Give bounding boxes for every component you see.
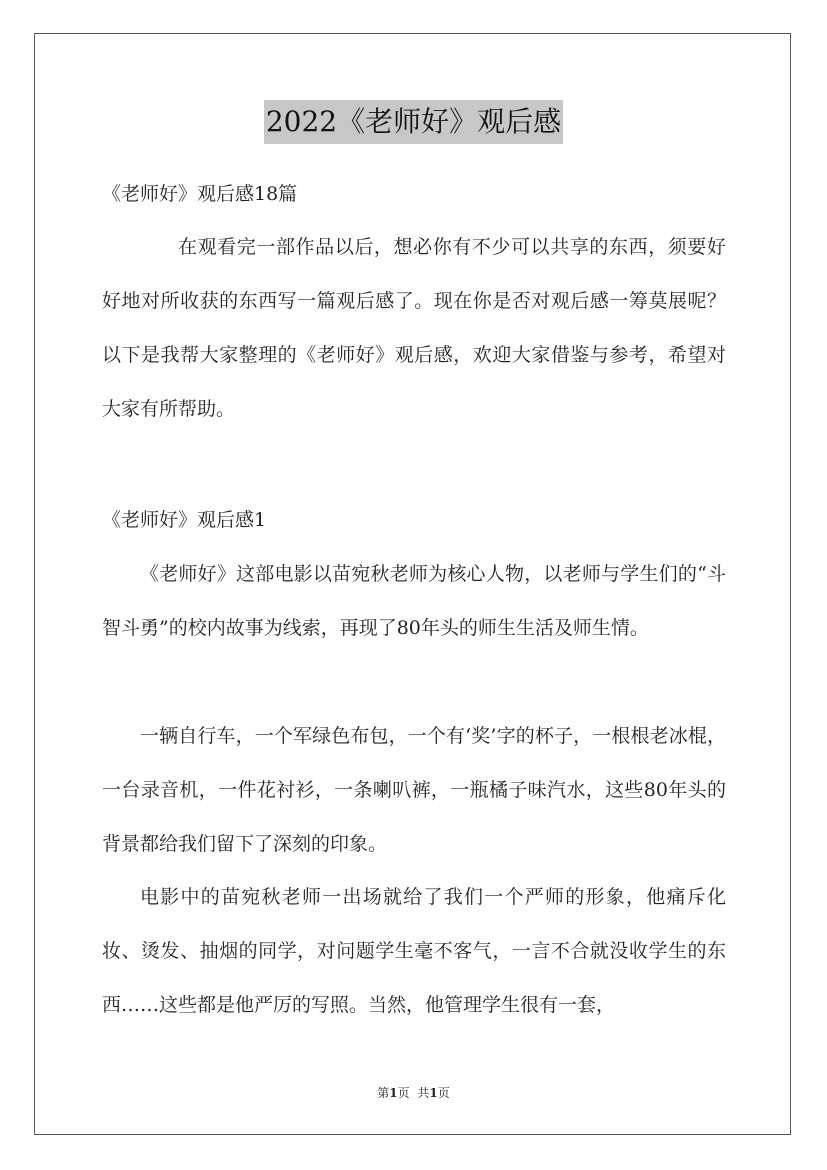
footer-page-prefix: 第 — [377, 1086, 390, 1100]
intro-paragraph: 在观看完一部作品以后，想必你有不少可以共享的东西，须要好好地对所收获的东西写一篇观后感了。现在你是否对观后感一筹莫展呢？以下是我帮大家整理的《老师好》观后感，欢迎大家借鉴与参考，希望对大家有所帮助。 — [102, 236, 726, 420]
footer-page-suffix: 页 — [397, 1086, 410, 1100]
footer-total-suffix: 页 — [437, 1086, 450, 1100]
title-container — [0, 100, 827, 144]
section-heading: 《老师好》观后感1 — [102, 509, 267, 531]
footer-total-number: 1 — [429, 1086, 438, 1100]
page-footer — [0, 1084, 827, 1101]
footer-total-prefix: 共 — [417, 1086, 430, 1100]
body-paragraph: 一辆自行车，一个军绿色布包，一个有‘奖’字的杯子，一根根老冰棍，一台录音机，一件花衬衫，一条喇叭裤，一瓶橘子味汽水，这些80年头的背景都给我们留下了深刻的印象。 — [102, 725, 726, 855]
document-subtitle: 《老师好》观后感18篇 — [102, 183, 298, 205]
document-title: 2022《老师好》观后感 — [264, 100, 563, 144]
footer-page-number: 1 — [389, 1086, 398, 1100]
body-paragraph: 《老师好》这部电影以苗宛秋老师为核心人物，以老师与学生们的“斗智斗勇”的校内故事为线索，再现了80年头的师生生活及师生情。 — [102, 563, 726, 639]
body-paragraph: 电影中的苗宛秋老师一出场就给了我们一个严师的形象，他痛斥化妆、烫发、抽烟的同学，对问题学生毫不客气，一言不合就没收学生的东西……这些都是他严厉的写照。当然，他管理学生很有一套， — [102, 886, 726, 1016]
